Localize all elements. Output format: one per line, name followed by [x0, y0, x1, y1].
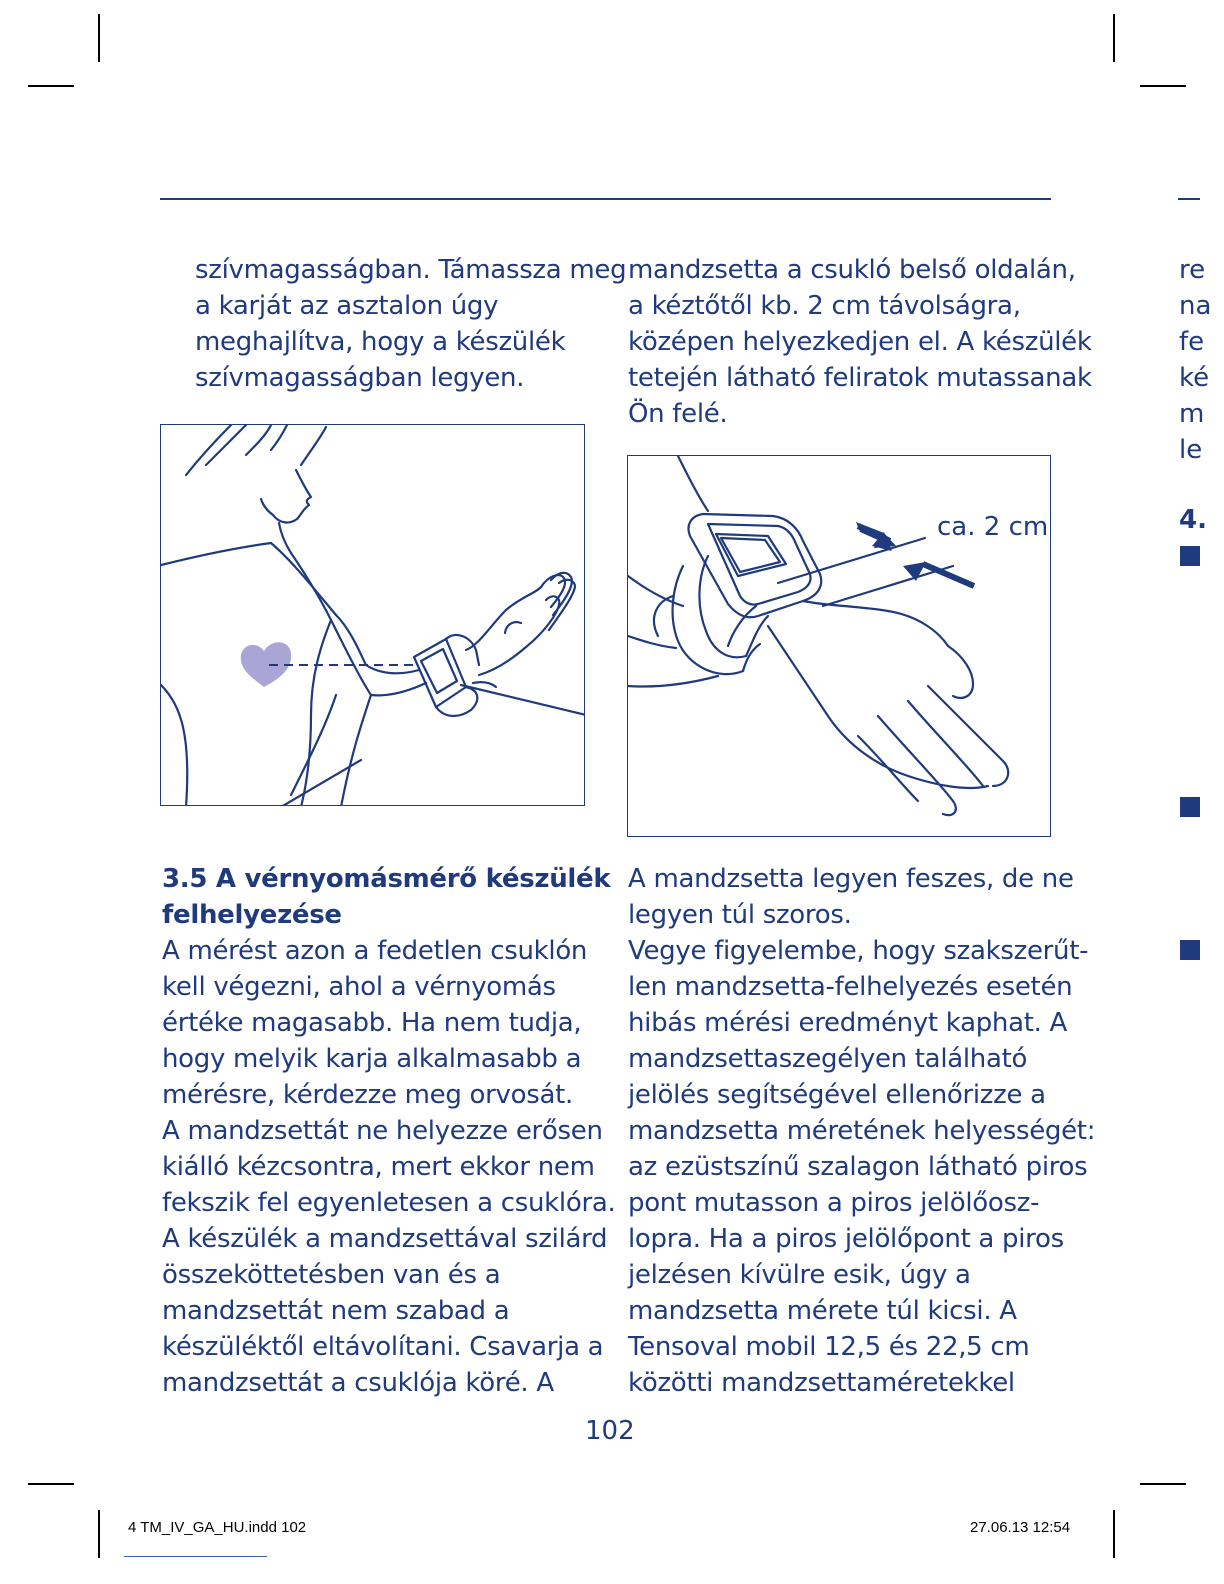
text-line: kiálló kézcsontra, mert ekkor nem — [162, 1152, 595, 1182]
text-line: Vegye figyelembe, hogy szakszerűt- — [628, 936, 1089, 966]
text-line: az ezüstszínű szalagon látható piros — [628, 1152, 1088, 1182]
crop-mark — [1113, 1510, 1115, 1558]
text-line: len mandzsetta-felhelyezés esetén — [628, 972, 1073, 1002]
next-page-heading: 4. — [1179, 505, 1207, 535]
left-body-text — [162, 933, 615, 1401]
crop-mark — [98, 14, 100, 62]
text-line: mérésre, kérdezze meg orvosát. — [162, 1080, 573, 1110]
text-line: pont mutasson a piros jelölőosz- — [628, 1188, 1040, 1218]
text-line: mandzsettát a csuklója köré. A — [162, 1368, 554, 1398]
text-line: Tensoval mobil 12,5 és 22,5 cm — [628, 1332, 1030, 1362]
crop-mark — [28, 85, 74, 87]
text-line: A mandzsetta legyen feszes, de ne — [628, 864, 1074, 894]
crop-mark — [1140, 1483, 1186, 1485]
slug-underline — [124, 1556, 267, 1557]
slug-file: 4 TM_IV_GA_HU.indd 102 — [128, 1519, 307, 1536]
text-line: na — [1179, 291, 1212, 321]
text-line: jelzésen kívülre esik, úgy a — [628, 1260, 971, 1290]
page-number: 102 — [585, 1416, 635, 1446]
text-line: készüléktől eltávolítani. Csavarja a — [162, 1332, 604, 1362]
heading-line: felhelyezése — [162, 900, 342, 930]
right-intro-text — [628, 252, 1092, 432]
text-line: középen helyezkedjen el. A készülék — [628, 327, 1092, 357]
text-line: A készülék a mandzsettával szilárd — [162, 1224, 608, 1254]
section-heading — [162, 861, 610, 933]
illustration-heart-level — [160, 424, 585, 806]
text-line: értéke magasabb. Ha nem tudja, — [162, 1008, 582, 1038]
text-line: legyen túl szoros. — [628, 900, 852, 930]
text-line: meghajlítva, hogy a készülék — [195, 327, 566, 357]
text-line: közötti mandzsettaméretekkel — [628, 1368, 1015, 1398]
text-line: mandzsetta a csukló belső oldalán, — [628, 255, 1076, 285]
slug-date: 27.06.13 12:54 — [970, 1519, 1071, 1536]
text-line: fekszik fel egyenletesen a csuklóra. — [162, 1188, 616, 1218]
text-line: ké — [1179, 363, 1210, 393]
text-line: összeköttetésben van és a — [162, 1260, 501, 1290]
text-line: mandzsettaszegélyen található — [628, 1044, 1028, 1074]
text-line: lopra. Ha a piros jelölőpont a piros — [628, 1224, 1064, 1254]
text-line: mandzsettát nem szabad a — [162, 1296, 510, 1326]
text-line: tetején látható feliratok mutassanak — [628, 363, 1092, 393]
header-rule-next-page — [1178, 198, 1200, 200]
crop-mark — [1140, 85, 1186, 87]
text-line: mandzsetta mérete túl kicsi. A — [628, 1296, 1017, 1326]
heading-line: 3.5 A vérnyomásmérő készülék — [162, 864, 611, 894]
text-line: re — [1179, 255, 1206, 285]
bullet-square-icon — [1180, 546, 1200, 566]
next-page-fragment — [1179, 252, 1224, 468]
crop-mark — [98, 1510, 100, 1558]
text-line: mandzsetta méretének helyességét: — [628, 1116, 1096, 1146]
text-line: fe — [1179, 327, 1205, 357]
text-line: le — [1179, 435, 1203, 465]
right-body-text — [628, 861, 1095, 1401]
text-line: Ön felé. — [628, 399, 728, 429]
text-line: szívmagasságban legyen. — [195, 363, 525, 393]
text-line: szívmagasságban. Támassza meg — [195, 255, 627, 285]
text-line: a karját az asztalon úgy — [195, 291, 499, 321]
bullet-square-icon — [1180, 940, 1200, 960]
text-line: A mérést azon a fedetlen csuklón — [162, 936, 588, 966]
heart-icon — [241, 642, 291, 687]
text-line: m — [1179, 399, 1205, 429]
text-line: hogy melyik karja alkalmasabb a — [162, 1044, 582, 1074]
bullet-square-icon — [1180, 797, 1200, 817]
text-line: jelölés segítségével ellenőrizze a — [628, 1080, 1046, 1110]
header-rule — [160, 198, 1051, 200]
crop-mark — [1113, 14, 1115, 62]
crop-mark — [28, 1483, 74, 1485]
text-line: A mandzsettát ne helyezze erősen — [162, 1116, 603, 1146]
text-line: kell végezni, ahol a vérnyomás — [162, 972, 556, 1002]
text-line: hibás mérési eredményt kaphat. A — [628, 1008, 1068, 1038]
left-intro-text — [195, 252, 626, 396]
text-line: a kéztőtől kb. 2 cm távolságra, — [628, 291, 1021, 321]
distance-label: ca. 2 cm — [937, 512, 1049, 542]
